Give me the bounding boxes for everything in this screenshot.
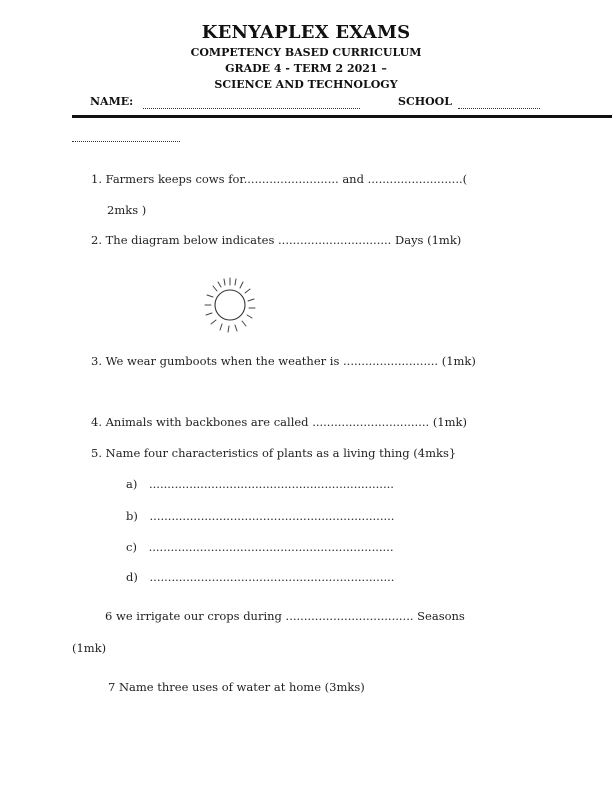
question-1: 1. Farmers keeps cows for.......................... and ..........................(: [91, 172, 468, 186]
answer-blank-a[interactable]: ...................................................................: [149, 477, 394, 491]
question-2: 2. The diagram below indicates ............................... Days (1mk): [91, 233, 462, 247]
header-divider: [72, 115, 612, 118]
grade-term-subtitle: GRADE 4 - TERM 2 2021 –: [225, 62, 387, 75]
answer-blank-b[interactable]: ...................................................................: [149, 509, 395, 523]
answer-label-d: d): [126, 570, 138, 584]
question-6: 6 we irrigate our crops during ................................... Seasons: [105, 609, 465, 623]
answer-label-b: b): [126, 509, 138, 523]
answer-blank-c[interactable]: ...................................................................: [148, 540, 394, 554]
answer-line-d[interactable]: [126, 570, 394, 584]
question-4: 4. Animals with backbones are called ................................ (1mk): [91, 415, 467, 429]
exam-title: KENYAPLEX EXAMS: [201, 22, 411, 43]
sun-icon: [197, 272, 263, 338]
answer-line-c[interactable]: [126, 540, 394, 554]
answer-line-b[interactable]: [126, 509, 394, 523]
question-3: 3. We wear gumboots when the weather is .......................... (1mk): [91, 354, 476, 368]
question-6-marks: (1mk): [72, 641, 107, 655]
name-field[interactable]: [143, 108, 360, 109]
school-label: SCHOOL: [398, 95, 452, 108]
curriculum-subtitle: COMPETENCY BASED CURRICULUM: [190, 46, 422, 59]
name-label: NAME:: [90, 95, 134, 108]
school-field-continuation[interactable]: [72, 141, 180, 142]
answer-label-a: a): [126, 477, 138, 491]
question-7: 7 Name three uses of water at home (3mks): [108, 680, 365, 694]
subject-subtitle: SCIENCE AND TECHNOLOGY: [214, 78, 398, 91]
answer-line-a[interactable]: [126, 477, 394, 491]
question-1-marks: 2mks ): [107, 203, 147, 217]
answer-label-c: c): [126, 540, 137, 554]
answer-blank-d[interactable]: ...................................................................: [149, 570, 395, 584]
school-field[interactable]: [458, 108, 540, 109]
question-5: 5. Name four characteristics of plants as a living thing (4mks}: [91, 446, 457, 460]
